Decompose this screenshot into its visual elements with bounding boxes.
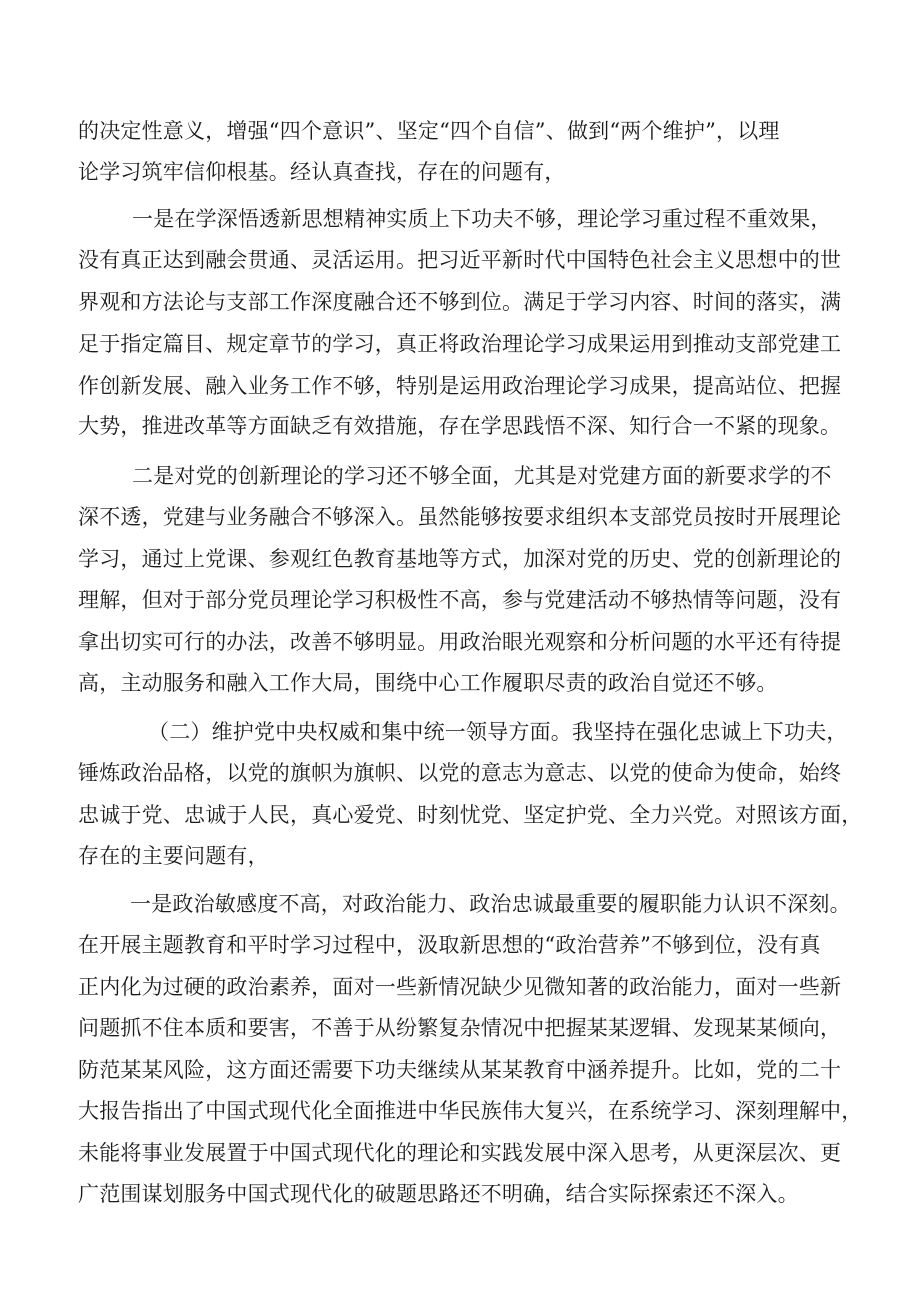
text-line: 拿出切实可行的办法，改善不够明显。用政治眼光观察和分析问题的水平还有待提 [78,630,842,654]
section-heading-line: （二）维护党中央权威和集中统一领导方面。我坚持在强化忠诚上下功夫， [148,720,848,744]
text-line: 一是在学深悟透新思想精神实质上下功夫不够，理论学习重过程不重效果， [132,207,832,231]
text-line: 未能将事业发展置于中国式现代化的理论和实践发展中深入思考，从更深层次、更 [78,1141,842,1165]
text-line: 二是对党的创新理论的学习还不够全面，尤其是对党建方面的新要求学的不 [132,464,832,488]
text-line: 高，主动服务和融入工作大局，围绕中心工作履职尽责的政治自觉还不够。 [78,671,778,695]
text-line: 忠诚于党、忠诚于人民，真心爱党、时刻忧党、坚定护党、全力兴党。对照该方面， [78,803,863,827]
text-line: 没有真正达到融会贯通、灵活运用。把习近平新时代中国特色社会主义思想中的世 [78,248,842,272]
text-line: 在开展主题教育和平时学习过程中，汲取新思想的“政治营养”不够到位，没有真 [78,933,821,957]
text-line: 存在的主要问题有， [78,844,269,868]
text-line: 足于指定篇目、规定章节的学习，真正将政治理论学习成果运用到推动支部党建工 [78,332,842,356]
text-line: 正内化为过硬的政治素养，面对一些新情况缺少见微知著的政治能力，面对一些新 [78,975,842,999]
text-line: 作创新发展、融入业务工作不够，特别是运用政治理论学习成果，提高站位、把握 [78,374,842,398]
text-line: 界观和方法论与支部工作深度融合还不够到位。满足于学习内容、时间的落实，满 [78,290,842,314]
text-line: 大势，推进改革等方面缺乏有效措施，存在学思践悟不深、知行合一不紧的现象。 [78,414,842,438]
text-line: 的决定性意义，增强“四个意识”、坚定“四个自信”、做到“两个维护”，以理 [78,119,780,143]
text-line: 学习，通过上党课、参观红色教育基地等方式，加深对党的历史、党的创新理论的 [78,547,842,571]
text-line: 理解，但对于部分党员理论学习积极性不高，参与党建活动不够热情等问题，没有 [78,588,842,612]
text-line: 锤炼政治品格，以党的旗帜为旗帜、以党的意志为意志、以党的使命为使命，始终 [78,761,842,785]
text-line: 广范围谋划服务中国式现代化的破题思路还不明确，结合实际探索还不深入。 [78,1182,799,1206]
text-line: 深不透，党建与业务融合不够深入。虽然能够按要求组织本支部党员按时开展理论 [78,505,842,529]
text-line: 一是政治敏感度不高，对政治能力、政治忠诚最重要的履职能力认识不深刻。 [130,892,851,916]
text-line: 问题抓不住本质和要害，不善于从纷繁复杂情况中把握某某逻辑、发现某某倾向， [78,1016,842,1040]
text-line: 论学习筑牢信仰根基。经认真查找，存在的问题有， [78,160,566,184]
text-line: 大报告指出了中国式现代化全面推进中华民族伟大复兴，在系统学习、深刻理解中， [78,1099,863,1123]
text-line: 防范某某风险，这方面还需要下功夫继续从某某教育中涵养提升。比如，党的二十 [78,1058,842,1082]
